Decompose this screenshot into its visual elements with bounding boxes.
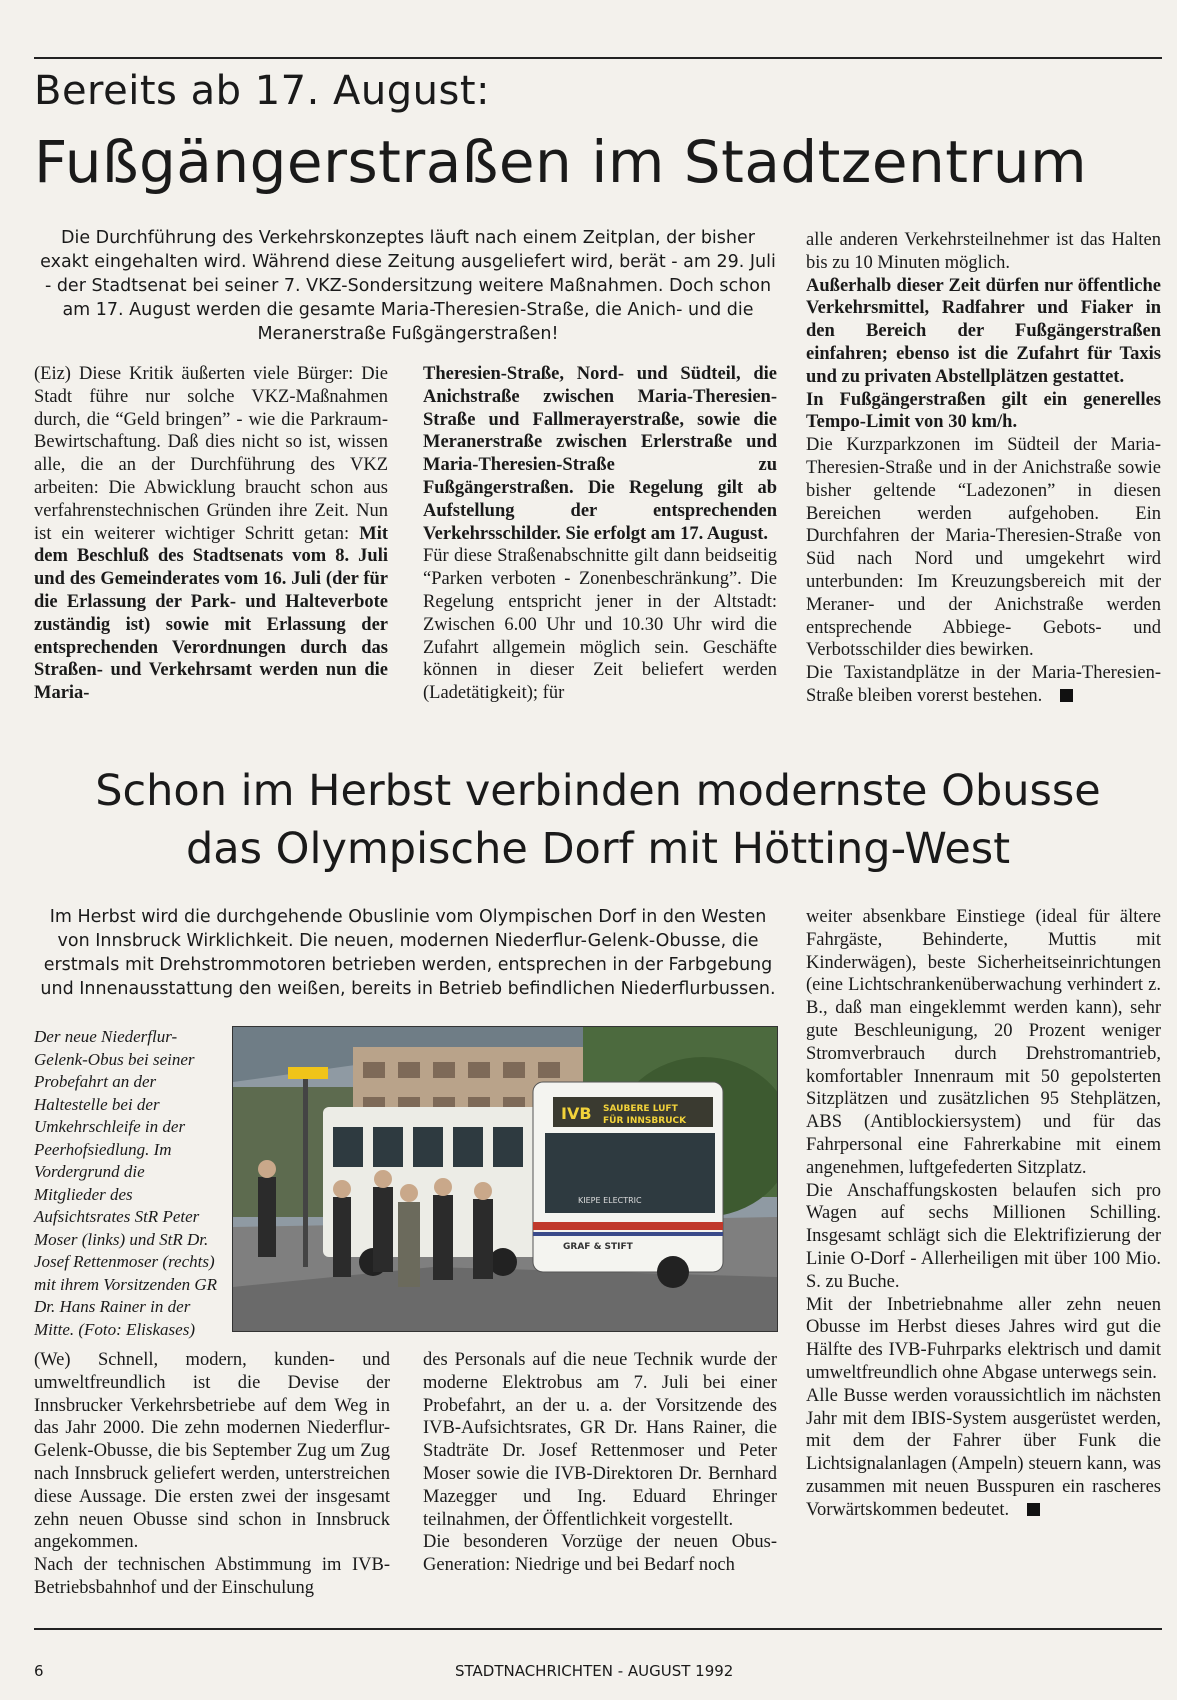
article2-col1-paragraph-2: Nach der technischen Abstimmung im IVB-Betriebsbahnhof und der Einschulung	[34, 1555, 390, 1598]
article2-col3-paragraph-4: Alle Busse werden voraussichtlich im nächsten Jahr mit dem IBIS-System ausgerüstet werden, mit dem der Fahrer über Funk die Lichtsignalanlagen (Ampeln) steuern kann, was zusammen mit neuen Busspuren ein rascheres Vorwärtskommen bedeutet.	[806, 1385, 1161, 1520]
bus-slogan-1: SAUBERE LUFT	[603, 1104, 678, 1114]
article1-col3-bold-1: Außerhalb dieser Zeit dürfen nur öffentliche Verkehrsmittel, Radfahrer und Fiaker in den Bereich der Fußgängerstraßen einfahren; ebenso ist die Zufahrt für Taxis und zu privaten Abstellplätzen gestattet.	[806, 275, 1161, 387]
article1-column-1	[34, 363, 388, 705]
photo-caption: Der neue Niederflur-Gelenk-Obus bei seiner Probefahrt an der Haltestelle bei der Umkehrschleife in der Peerhofsiedlung. Im Vordergrund die Mitglieder des Aufsichtsrates StR Peter Moser (links) und StR Dr. Josef Rettenmoser (rechts) mit ihrem Vorsitzenden GR Dr. Hans Rainer in der Mitte. (Foto: Eliskases)	[34, 1027, 218, 1339]
article2-title-line-1: Schon im Herbst verbinden modernste Obusse	[95, 766, 1101, 816]
article2-title-line-2: das Olympische Dorf mit Hötting-West	[185, 824, 1011, 874]
article2-lead: Im Herbst wird die durchgehende Obuslinie vom Olympischen Dorf in den Westen von Innsbruck Wirklichkeit. Die neuen, modernen Niederflur-Gelenk-Obusse, die erstmals mit Drehstrommotoren betrieben werden, entsprechen in der Farbgebung und Innenausstattung den weißen, bereits in Betrieb befindlichen Niederflurbussen.	[40, 907, 776, 999]
article2-column-2	[423, 1349, 777, 1577]
article1-lead: Die Durchführung des Verkehrskonzeptes läuft nach einem Zeitplan, der bisher exakt eingehalten wird. Während diese Zeitung ausgeliefert wird, berät - am 29. Juli - der Stadtsenat bei seiner 7. VKZ-Sondersitzung weitere Maßnahmen. Doch schon am 17. August werden die gesamte Maria-Theresien-Straße, die Anich- und die Meranerstraße Fußgängerstraßen!	[40, 228, 776, 344]
article1-title: Fußgängerstraßen im Stadtzentrum	[34, 128, 1088, 196]
article1-col3-bold-2: In Fußgängerstraßen gilt ein generelles Tempo-Limit von 30 km/h.	[806, 389, 1161, 433]
article1-col2-bold: Theresien-Straße, Nord- und Südteil, die Anichstraße zwischen Maria-Theresien-Straße und Fallmerayerstraße, sowie die Meranerstraße zwischen Erlerstraße und Maria-Theresien-Straße zu Fußgängerstraßen. Die Regelung gilt ab Aufstellung der entsprechenden Verkehrsschilder. Sie erfolgt am 17. August.	[423, 364, 777, 544]
bottom-rule	[34, 1628, 1162, 1630]
top-rule	[34, 57, 1162, 59]
bus-photo	[232, 1026, 778, 1332]
page-number: 6	[34, 1662, 44, 1680]
article2-col1-paragraph-1: (We) Schnell, modern, kunden- und umweltfreundlich ist die Devise der Innsbrucker Verkehrsbetriebe auf dem Weg in das Jahr 2000. Die zehn modernen Niederflur-Gelenk-Obusse, die bis September Zug um Zug nach Innsbruck geliefert werden, unterstreichen diese Aussage. Die ersten zwei der insgesamt zehn neuen Obusse sind schon in Innsbruck angekommen.	[34, 1350, 390, 1553]
article1-col1-bold: Mit dem Beschluß des Stadtsenats vom 8. Juli und des Gemeinderates vom 16. Juli (der für die Erlassung der Park- und Halteverbote zuständig ist) sowie mit Erlassung der entsprechenden Verordnungen durch das Straßen- und Verkehrsamt werden nun die Maria-	[34, 523, 388, 704]
article2-col3-paragraph-3: Mit der Inbetriebnahme aller zehn neuen Obusse im Herbst dieses Jahres wird gut die Hälfte des IVB-Fuhrparks elektrisch und damit umweltfreundlich ohne Abgase unterwegs sein.	[806, 1294, 1161, 1383]
bus-windshield-text: KIEPE ELECTRIC	[578, 1196, 642, 1205]
article1-column-3	[806, 229, 1161, 708]
bus-slogan-2: FÜR INNSBRUCK	[603, 1116, 687, 1126]
article1-col3-text-2: Die Kurzparkzonen im Südteil der Maria-Theresien-Straße und in der Anichstraße sowie bisher geltende “Ladezonen” in diesen Bereichen werden aufgehoben. Ein Durchfahren der Maria-Theresien-Straße von Süd nach Nord und umgekehrt wird unterbunden: Im Kreuzungsbereich mit der Meraner- und der Anichstraße werden entsprechende Abbiege- Gebots- und Verbotsschilder dies bewirken.	[806, 435, 1161, 661]
article2-col3-paragraph-1: weiter absenkbare Einstiege (ideal für ältere Fahrgäste, Behinderte, Muttis mit Kinderwägen), beste Sicherheitseinrichtungen (eine Lichtschrankenüberwachung verhindert z. B., daß man eingeklemmt werden kann), sehr gute Beschleunigung, 20 Prozent weniger Stromverbrauch durch Drehstromantrieb, komfortabler Innenraum mit 50 gepolsterten Sitzplätzen und zusätzlichen 95 Stehplätzen, ABS (Antiblockiersystem) und für das Fahrpersonal eine Fahrerkabine mit einem angenehmen, luftgefederten Sitzplatz.	[806, 907, 1161, 1178]
article1-kicker: Bereits ab 17. August:	[34, 68, 490, 114]
bus-side-text: GRAF & STIFT	[563, 1242, 633, 1252]
article2-col2-paragraph-1: des Personals auf die neue Technik wurde der moderne Elektrobus am 7. Juli bei einer Probefahrt, an der u. a. der Vorsitzende des IVB-Aufsichtsrates, GR Dr. Hans Rainer, die Stadträte Dr. Josef Rettenmoser und Peter Moser sowie die IVB-Direktoren Dr. Bernhard Mazegger und Ing. Eduard Ehringer teilnahmen, der Öffentlichkeit vorgestellt.	[423, 1350, 777, 1530]
article2-column-1	[34, 1349, 390, 1600]
article1-col2-text: Für diese Straßenabschnitte gilt dann beidseitig “Parken verboten - Zonenbeschränkung”. Die Regelung entspricht jener in der Altstadt: Zwischen 6.00 Uhr und 10.30 Uhr wird die Zufahrt allgemein möglich sein. Geschäfte können in dieser Zeit beliefert werden (Ladetätigkeit); für	[423, 546, 777, 704]
publication-footer: STADTNACHRICHTEN - AUGUST 1992	[455, 1662, 734, 1680]
article1-col3-text-1: alle anderen Verkehrsteilnehmer ist das Halten bis zu 10 Minuten möglich.	[806, 230, 1161, 273]
article2-col3-paragraph-2: Die Anschaffungskosten belaufen sich pro Wagen auf sechs Millionen Schilling. Insgesamt schlägt sich die Elektrifizierung der Linie O-Dorf - Allerheiligen mit über 100 Mio. S. zu Buche.	[806, 1180, 1161, 1292]
bus-sign-ivb: IVB	[561, 1104, 592, 1123]
article2-col2-paragraph-2: Die besonderen Vorzüge der neuen Obus-Generation: Niedrige und bei Bedarf noch	[423, 1532, 777, 1576]
end-mark	[1027, 1503, 1040, 1516]
article1-column-2	[423, 363, 777, 705]
article2-title	[34, 762, 1162, 878]
bus-photo-illustration	[233, 1027, 777, 1331]
article1-col1-text: (Eiz) Diese Kritik äußerten viele Bürger: Die Stadt führe nur solche VKZ-Maßnahmen durch, die “Geld bringen” - wie die Parkraum-Bewirtschaftung. Daß dies nicht so ist, wissen alle, die an der Durchführung des VKZ arbeiten: Die Abwicklung braucht schon aus verfahrenstechnischen Gründen ihre Zeit. Nun ist ein weiterer wichtiger Schritt getan:	[34, 364, 388, 544]
article2-column-3	[806, 906, 1161, 1522]
article1-col3-text-3: Die Taxistandplätze in der Maria-Theresien-Straße bleiben vorerst bestehen.	[806, 663, 1161, 706]
end-mark	[1060, 689, 1073, 702]
